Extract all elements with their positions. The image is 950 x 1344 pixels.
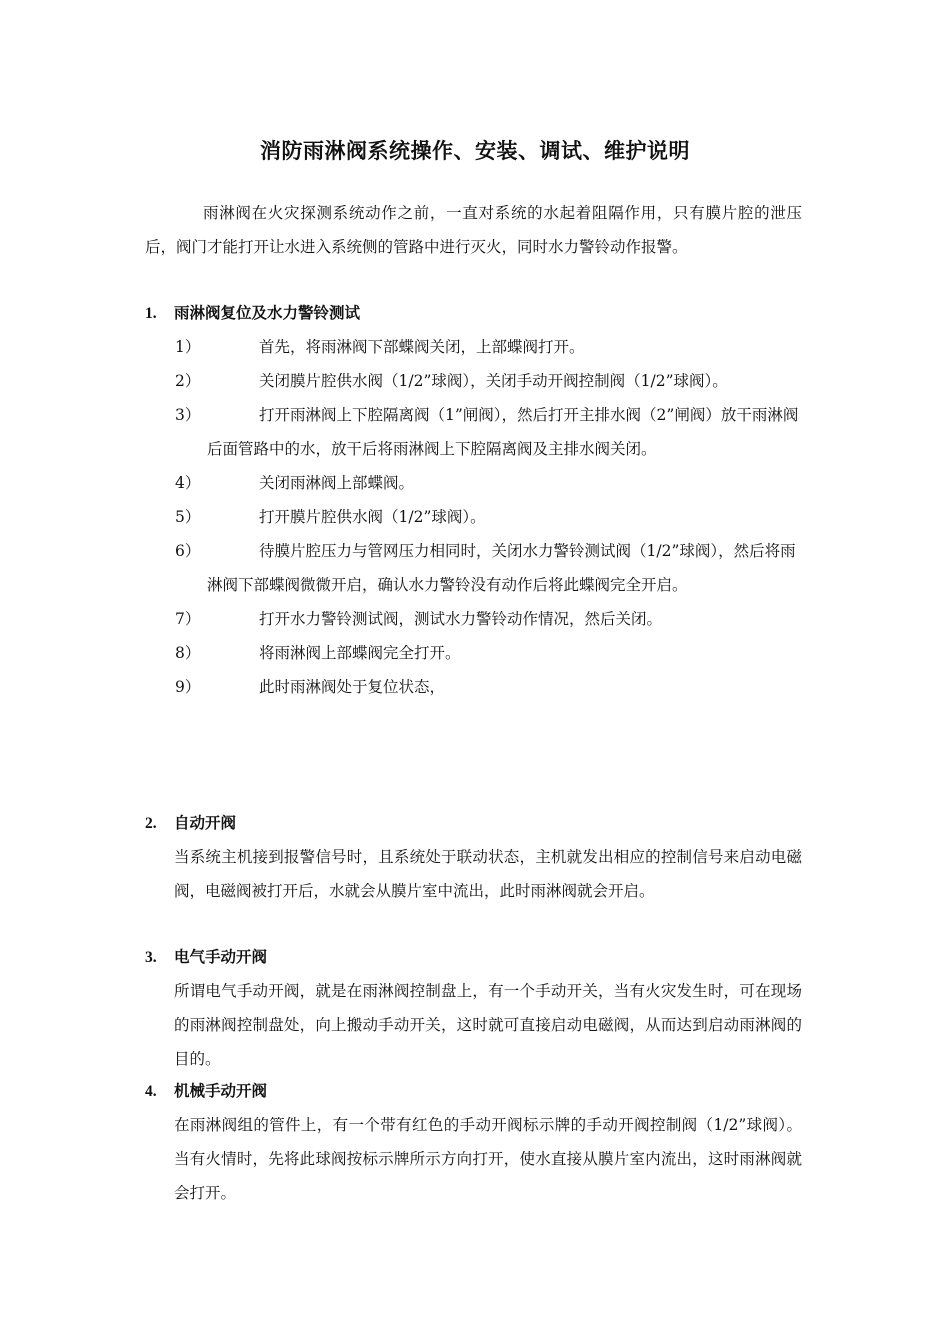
step-number: 1） xyxy=(175,338,201,356)
section-4 xyxy=(145,1074,802,1210)
step-item xyxy=(145,500,802,534)
section-number: 4. xyxy=(145,1083,157,1100)
step-text: 此时雨淋阀处于复位状态， xyxy=(259,678,446,696)
step-number: 4） xyxy=(175,474,201,492)
step-item xyxy=(145,398,802,466)
step-item xyxy=(145,636,802,670)
step-number: 5） xyxy=(175,508,201,526)
section-heading xyxy=(145,296,802,330)
step-item xyxy=(145,534,802,602)
step-text: 关闭膜片腔供水阀（1/2”球阀），关闭手动开阀控制阀（1/2”球阀）。 xyxy=(259,372,728,390)
document-title: 消防雨淋阀系统操作、安装、调试、维护说明 xyxy=(260,139,690,163)
step-number: 8） xyxy=(175,644,201,662)
step-text: 关闭雨淋阀上部蝶阀。 xyxy=(259,474,415,492)
step-text: 打开水力警铃测试阀，测试水力警铃动作情况，然后关闭。 xyxy=(259,610,663,628)
section-heading xyxy=(145,940,802,974)
step-item xyxy=(145,670,802,704)
intro-paragraph: 雨淋阀在火灾探测系统动作之前，一直对系统的水起着阻隔作用，只有膜片腔的泄压后，阀门才能打开让水进入系统侧的管路中进行灭火，同时水力警铃动作报警。 xyxy=(145,204,802,256)
step-text: 打开雨淋阀上下腔隔离阀（1”闸阀），然后打开主排水阀（2”闸阀）放干雨淋阀后面管路中的水，放干后将雨淋阀上下腔隔离阀及主排水阀关闭。 xyxy=(207,406,799,458)
section-heading xyxy=(145,806,802,840)
step-text: 打开膜片腔供水阀（1/2”球阀）。 xyxy=(259,508,486,526)
section-title: 自动开阀 xyxy=(174,814,237,832)
section-body: 当系统主机接到报警信号时，且系统处于联动状态，主机就发出相应的控制信号来启动电磁阀，电磁阀被打开后，水就会从膜片室中流出，此时雨淋阀就会开启。 xyxy=(174,848,802,900)
section-number: 1. xyxy=(145,305,157,322)
step-number: 3） xyxy=(175,406,201,424)
section-3 xyxy=(145,940,802,1076)
section-heading xyxy=(145,1074,802,1108)
section-number: 3. xyxy=(145,949,157,966)
section-1 xyxy=(145,296,802,704)
step-item xyxy=(145,602,802,636)
section-body: 在雨淋阀组的管件上，有一个带有红色的手动开阀标示牌的手动开阀控制阀（1/2”球阀）。当有火情时，先将此球阀按标示牌所示方向打开，使水直接从膜片室内流出，这时雨淋阀就会打开。 xyxy=(174,1116,802,1202)
step-text: 待膜片腔压力与管网压力相同时，关闭水力警铃测试阀（1/2”球阀），然后将雨淋阀下部蝶阀微微开启，确认水力警铃没有动作后将此蝶阀完全开启。 xyxy=(207,542,796,594)
step-item xyxy=(145,466,802,500)
step-number: 6） xyxy=(175,542,201,560)
section-title: 雨淋阀复位及水力警铃测试 xyxy=(174,304,361,322)
step-item xyxy=(145,330,802,364)
section-title: 电气手动开阀 xyxy=(174,948,268,966)
section-2 xyxy=(145,806,802,908)
section-body: 所谓电气手动开阀，就是在雨淋阀控制盘上，有一个手动开关，当有火灾发生时，可在现场的雨淋阀控制盘处，向上搬动手动开关，这时就可直接启动电磁阀，从而达到启动雨淋阀的目的。 xyxy=(174,982,802,1068)
step-number: 2） xyxy=(175,372,201,390)
step-number: 7） xyxy=(175,610,201,628)
step-list xyxy=(145,330,802,704)
step-item xyxy=(145,364,802,398)
section-title: 机械手动开阀 xyxy=(174,1082,268,1100)
step-text: 将雨淋阀上部蝶阀完全打开。 xyxy=(259,644,461,662)
step-number: 9） xyxy=(175,678,201,696)
section-number: 2. xyxy=(145,815,157,832)
step-text: 首先，将雨淋阀下部蝶阀关闭，上部蝶阀打开。 xyxy=(259,338,585,356)
